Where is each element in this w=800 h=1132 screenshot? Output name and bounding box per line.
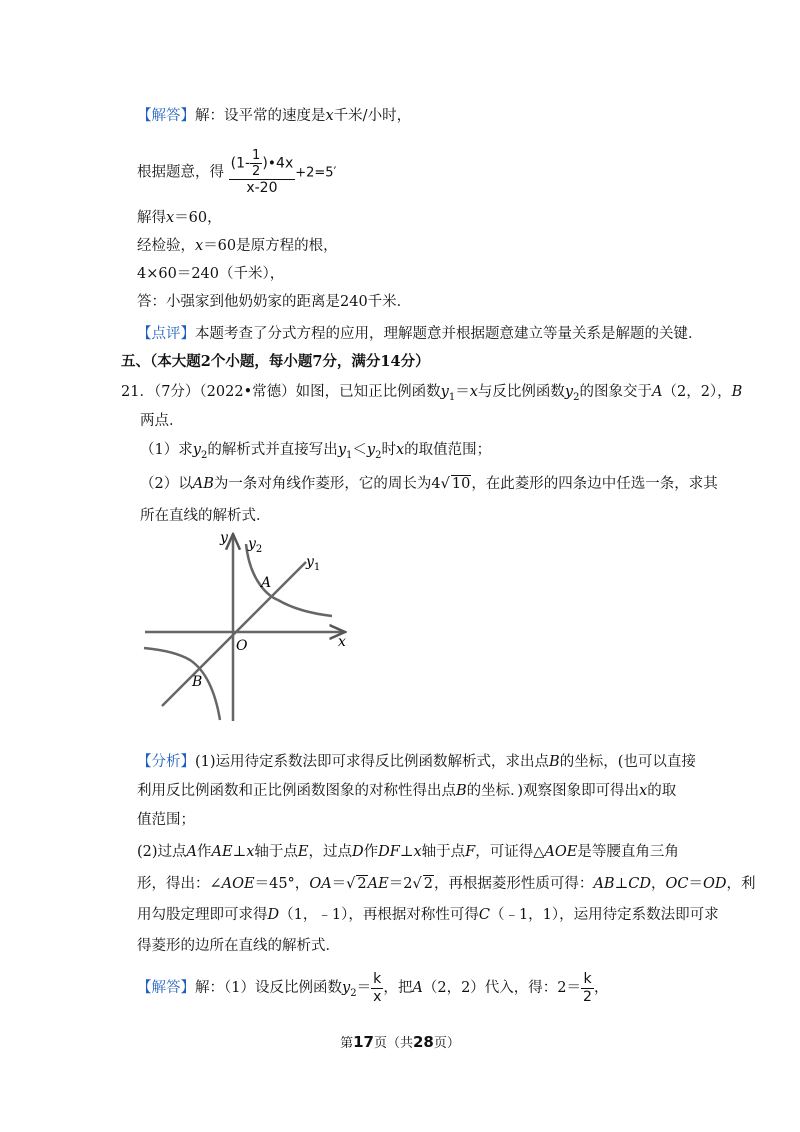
- analysis-tag: 【分析】: [137, 754, 195, 770]
- section-heading: 五、（本大题2个小题，每小题7分，满分14分）: [121, 353, 430, 370]
- verify-step: 经检验，x＝60是原方程的根，: [137, 238, 338, 254]
- solution2-line: 【解答】解：（1）设反比例函数$y_2=$ $\frac{k}{x}$ ，把A（2，2）代入，得：2＝ $\frac{k}{2}$ ，: [137, 970, 609, 1005]
- question-21-part1: （1）求$y_2$的解析式并直接写出$y_1<y_2$时x的取值范围；: [140, 442, 492, 461]
- question-21-part2: （2）以AB为一条对角线作菱形，它的周长为4√ 10，在此菱形的四条边中任选一条，求其: [140, 476, 718, 492]
- label-y2: $y_2$: [248, 536, 263, 555]
- label-y1: $y_1$: [306, 554, 321, 573]
- comment-line: 【点评】本题考查了分式方程的应用，理解题意并根据题意建立等量关系是解题的关键．: [137, 326, 703, 342]
- function-graph: [140, 526, 360, 726]
- final-answer: 答：小强家到他奶奶家的距离是240千米．: [137, 294, 412, 310]
- label-x: x: [338, 634, 346, 650]
- compute-step: 4×60＝240（千米），: [137, 266, 285, 282]
- analysis-line6: 用勾股定理即可求得D（1，﹣1），再根据对称性可得C（﹣1，1），运用待定系数法即可求: [137, 907, 719, 923]
- page-number: 17: [353, 1033, 374, 1051]
- question-21-part2-line2: 所在直线的解析式．: [140, 508, 271, 524]
- analysis-line2: 利用反比例函数和正比例函数图象的对称性得出点B的坐标．)观察图象即可得出x的取: [137, 783, 677, 799]
- label-O: O: [236, 638, 248, 654]
- page-footer: 第17页（共28页）: [340, 1033, 460, 1051]
- analysis-line3: 值范围；: [137, 812, 195, 828]
- question-21-line2: 两点．: [140, 413, 184, 429]
- label-A: A: [261, 575, 272, 591]
- answer-tag-2: 【解答】: [137, 980, 195, 996]
- solve-step: 解得x＝60，: [137, 210, 222, 226]
- question-21-line1: 21．（7分）（2022•常德）如图，已知正比例函数$y_1=x$与反比例函数$y_2$的图象交于A（2，2），B: [121, 384, 743, 403]
- analysis-line7: 得菱形的边所在直线的解析式．: [137, 938, 340, 954]
- total-pages: 28: [413, 1033, 434, 1051]
- solution-intro: 【解答】解：设平常的速度是x千米/小时，: [137, 108, 412, 124]
- analysis-line5: 形，得出：∠AOE＝45°，OA＝√ 2AE＝2√ 2，再根据菱形性质可得：AB⊥CD，OC＝OD，利: [137, 876, 756, 892]
- equation-line: 根据题意，得 (1- $\frac{1}{2}$ )•4x x-20 +2=5′: [137, 148, 337, 196]
- label-y: y: [220, 530, 228, 546]
- comment-tag: 【点评】: [137, 326, 195, 342]
- equation-fraction: (1- $\frac{1}{2}$ )•4x x-20: [230, 148, 294, 196]
- analysis-line1: 【分析】(1)运用待定系数法即可求得反比例函数解析式，求出点B的坐标，(也可以直接: [137, 754, 696, 770]
- analysis-line4: (2)过点A作AE⊥x轴于点E，过点D作DF⊥x轴于点F，可证得△AOE是等腰直角三角: [137, 844, 679, 860]
- label-B: B: [192, 674, 203, 690]
- answer-tag: 【解答】: [137, 108, 195, 124]
